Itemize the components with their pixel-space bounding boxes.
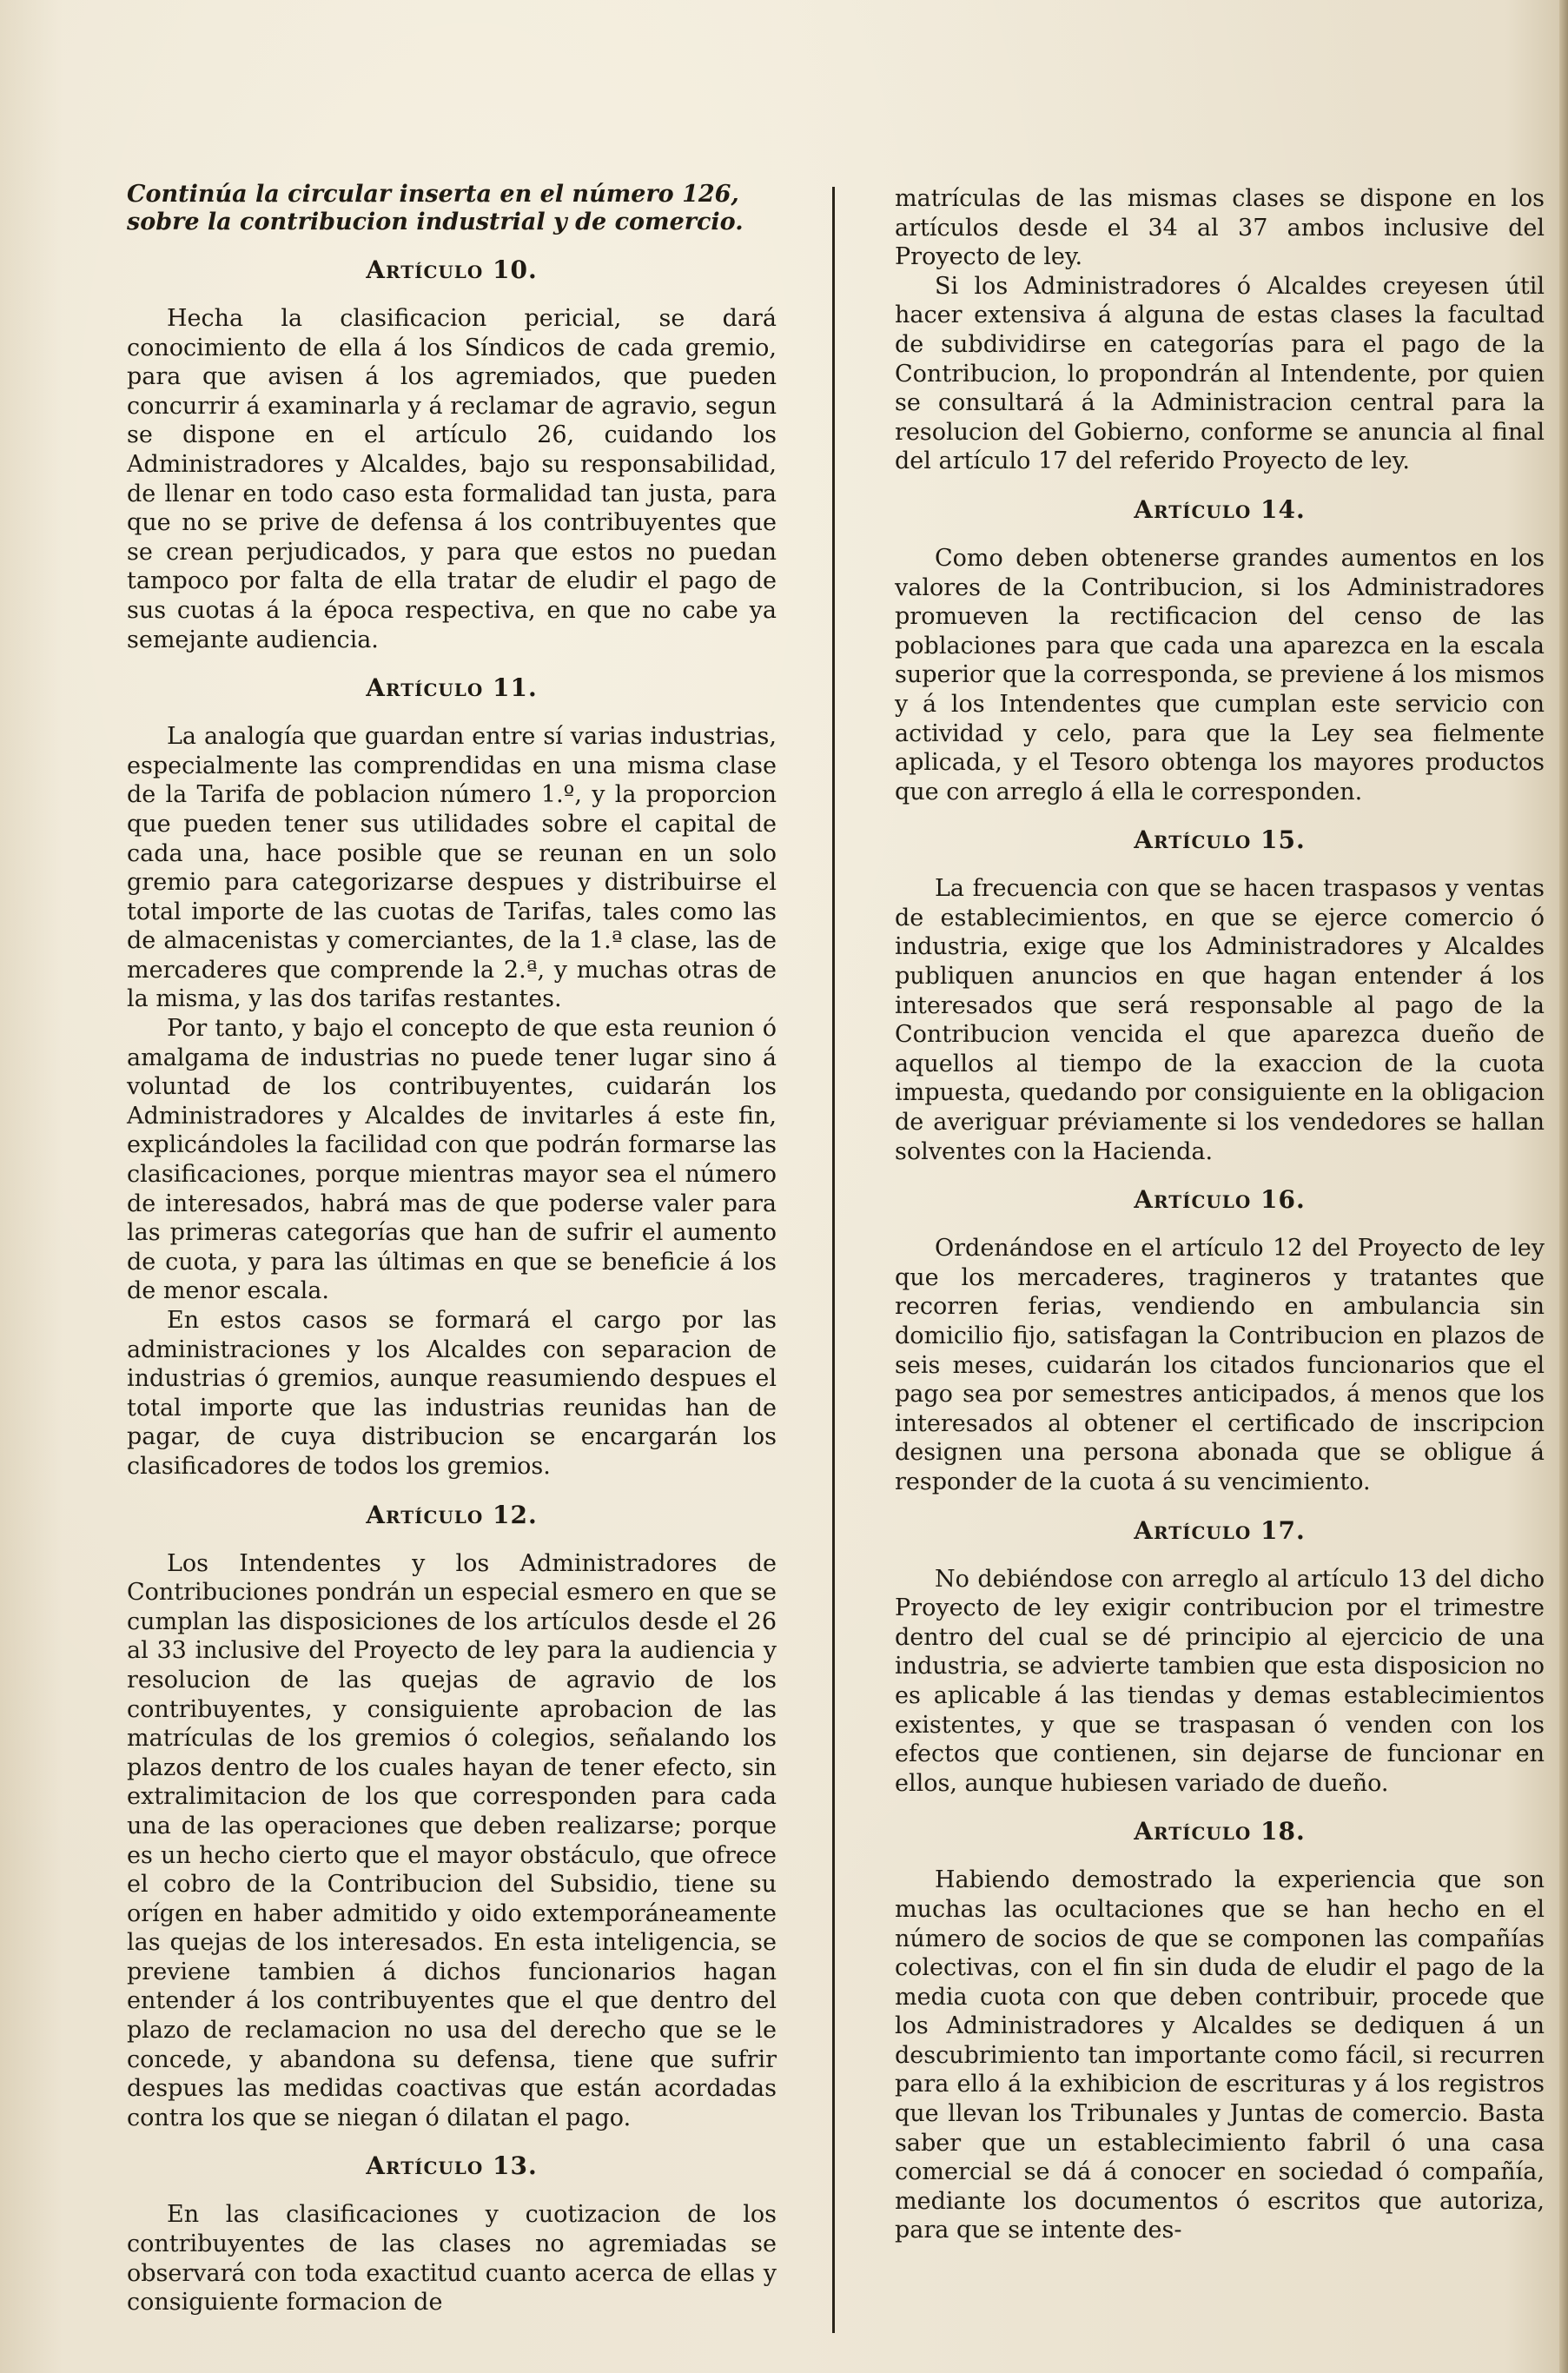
article-12-paragraph: Los Intendentes y los Administradores de Contribuciones pondrán un especial esmero en que se cumplan las disposiciones de los artículos desde el 26 al 33 inclusive del Proyecto de ley para la audiencia y resolucion de las quejas de agravio de los contribuyentes, y consiguiente aprobacion de las matrículas de los gremios ó colegios, señalando los plazos dentro de los cuales hayan de tener efecto, sin extralimitacion de los que corresponden para cada una de las operaciones que deben realizarse; porque es un hecho cierto que el mayor obstáculo, que ofrece el cobro de la Contribucion del Subsidio, tiene su orígen en haber admitido y oido extemporáneamente las quejas de los interesados. En esta inteligencia, se previene tambien á dichos funcionarios hagan entender á los contribuyentes que el que dentro del plazo de reclamacion no usa del derecho que se le concede, y abandona su defensa, tiene que sufrir despues las medidas coactivas que están acordadas contra los que se niegan ó dilatan el pago. bbox=[127, 1549, 777, 2131]
article-10-paragraph: Hecha la clasificacion pericial, se dará conocimiento de ella á los Síndicos de cada gremio, para que avisen á los agremiados, que pueden concurrir á examinarla y á reclamar de agravio, segun se dispone en el artículo 26, cuidando los Administradores y Alcaldes, bajo su responsabilidad, de llenar en todo caso esta formalidad tan justa, para que no se prive de defensa á los contribuyentes que se crean perjudicados, y para que estos no puedan tampoco por falta de ella tratar de eludir el pago de sus cuotas á la época respectiva, en que no cabe ya semejante audiencia. bbox=[127, 305, 777, 653]
article-15-title: Artículo 15. bbox=[1134, 825, 1306, 855]
article-11-paragraph-1: La analogía que guardan entre sí varias industrias, especialmente las comprendidas en una misma clase de la Tarifa de poblacion número 1.º, y la proporcion que pueden tener sus utilidades sobre el capital de cada una, hace posible que se reunan en un solo gremio para categorizarse despues y distribuirse el total importe de las cuotas de Tarifas, tales como las de almacenistas y comerciantes, de la 1.ª clase, las de mercaderes que comprende la 2.ª, y muchas otras de la misma, y las dos tarifas restantes. bbox=[127, 723, 777, 1013]
article-13-title: Artículo 13. bbox=[366, 2151, 538, 2181]
article-11-paragraph-3: En estos casos se formará el cargo por las administraciones y los Alcaldes con separacion de industrias ó gremios, aunque reasumiendo despues el total importe que las industrias reunidas han de pagar, de cuya distribucion se encargarán los clasificadores de todos los gremios. bbox=[127, 1307, 777, 1480]
article-13-continuation: matrículas de las mismas clases se dispone en los artículos desde el 34 al 37 ambos inclusive del Proyecto de ley. bbox=[895, 185, 1545, 271]
column-divider bbox=[832, 187, 835, 2333]
article-10-title: Artículo 10. bbox=[366, 255, 538, 284]
article-17-title: Artículo 17. bbox=[1134, 1515, 1306, 1545]
article-14-paragraph: Como deben obtenerse grandes aumentos en los valores de la Contribucion, si los Administradores promueven la rectificacion del censo de las poblaciones para que cada una aparezca en la escala superior que la corresponda, se previene á los mismos y á los Intendentes que cumplan este servicio con actividad y celo, para que la Ley sea fielmente aplicada, y el Tesoro obtenga los mayores productos que con arreglo á ella le corresponden. bbox=[895, 544, 1545, 805]
article-13-paragraph-2: Si los Administradores ó Alcaldes creyesen útil hacer extensiva á alguna de estas clases la facultad de subdividirse en categorías para el pago de la Contribucion, lo propondrán al Intendente, por quien se consultará á la Administracion central para la resolucion del Gobierno, conforme se anuncia al final del artículo 17 del referido Proyecto de ley. bbox=[895, 272, 1545, 475]
article-18-title: Artículo 18. bbox=[1134, 1817, 1306, 1846]
article-13-paragraph: En las clasificaciones y cuotizacion de los contribuyentes de las clases no agremiadas se observará con toda exactitud cuanto acerca de ellas y consiguiente formacion de bbox=[127, 2201, 777, 2317]
page-edge bbox=[1559, 0, 1568, 2373]
article-11-paragraph-2: Por tanto, y bajo el concepto de que esta reunion ó amalgama de industrias no puede tener lugar sino á voluntad de los contribuyentes, cuidarán los Administradores y Alcaldes de invitarles á este fin, explicándoles la facilidad con que podrán formarse las clasificaciones, porque mientras mayor sea el número de interesados, habrá mas de que poderse valer para las primeras categorías que han de sufrir el aumento de cuota, y para las últimas en que se beneficie á los de menor escala. bbox=[127, 1015, 777, 1305]
article-17-paragraph: No debiéndose con arreglo al artículo 13 del dicho Proyecto de ley exigir contribucion por el trimestre dentro del cual se dé principio al ejercicio de una industria, se advierte tambien que esta disposicion no es aplicable á las tiendas y demas establecimientos existentes, y que se traspasan ó venden con los efectos que contienen, sin dejarse de funcionar en ellos, aunque hubiesen variado de dueño. bbox=[895, 1565, 1545, 1797]
article-16-title: Artículo 16. bbox=[1134, 1185, 1306, 1215]
left-column bbox=[127, 181, 777, 2317]
right-column bbox=[895, 184, 1545, 2245]
article-12-title: Artículo 12. bbox=[366, 1500, 538, 1529]
continuation-header: Continúa la circular inserta en el número 126, sobre la contribucion industrial y de comercio. bbox=[127, 181, 744, 235]
article-18-paragraph: Habiendo demostrado la experiencia que son muchas las ocultaciones que se han hecho en el número de socios de que se componen las compañías colectivas, con el fin sin duda de eludir el pago de la media cuota con que deben contribuir, procede que los Administradores y Alcaldes se dediquen á un descubrimiento tan importante como fácil, si recurren para ello á la exhibicion de escrituras y á los registros que llevan los Tribunales y Juntas de comercio. Basta saber que un establecimiento fabril ó una casa comercial se dá á conocer en sociedad ó compañía, mediante los documentos ó escritos que autoriza, para que se intente des- bbox=[895, 1866, 1545, 2244]
article-16-paragraph: Ordenándose en el artículo 12 del Proyecto de ley que los mercaderes, tragineros y tratantes que recorren ferias, vendiendo en ambulancia sin domicilio fijo, satisfagan la Contribucion en plazos de seis meses, cuidarán los citados funcionarios que el pago sea por semestres anticipados, á menos que los interesados al obtener el certificado de inscripcion designen una persona abonada que se obligue á responder de la cuota á su vencimiento. bbox=[895, 1235, 1545, 1495]
article-14-title: Artículo 14. bbox=[1134, 494, 1306, 524]
article-11-title: Artículo 11. bbox=[366, 673, 538, 703]
article-15-paragraph: La frecuencia con que se hacen traspasos y ventas de establecimientos, en que se ejerce comercio ó industria, exige que los Administradores y Alcaldes publiquen anuncios en que hagan entender á los interesados que será responsable al pago de la Contribucion vencida el que aparezca dueño de aquellos al tiempo de la exaccion de la cuota impuesta, quedando por consiguiente en la obligacion de averiguar préviamente si los vendedores se hallan solventes con la Hacienda. bbox=[895, 875, 1545, 1165]
